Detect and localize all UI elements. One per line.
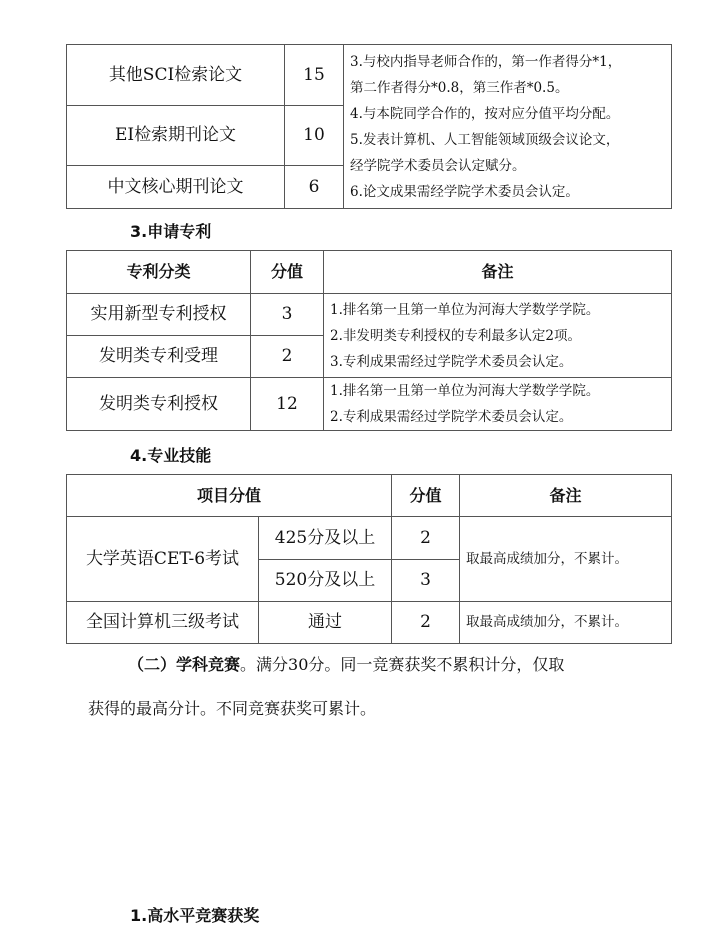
section-heading-skills: 4.专业技能 (130, 446, 212, 465)
exam-name-cell: 大学英语CET-6考试 (67, 517, 259, 602)
exam-score-cell: 3 (392, 560, 460, 602)
competition-text-line1: 。满分30分。同一竞赛获奖不累积计分，仅取 (240, 655, 565, 674)
note-line: 5.发表计算机、人工智能领域顶级会议论文， (350, 131, 620, 148)
exam-note-cell: 取最高成绩加分，不累计。 (460, 602, 672, 644)
section-heading-high-level-competition: 1.高水平竞赛获奖 (130, 906, 260, 925)
paper-type-cell: EI检索期刊论文 (67, 106, 285, 166)
exam-score-cell: 2 (392, 517, 460, 560)
column-header: 分值 (392, 475, 460, 517)
patent-table (66, 250, 672, 431)
skill-table (66, 474, 672, 644)
column-header: 分值 (251, 251, 324, 294)
paper-table (66, 44, 672, 209)
competition-paragraph (88, 643, 668, 731)
patent-score-cell: 12 (251, 378, 324, 431)
table-header-row (67, 475, 672, 517)
patent-category-cell: 实用新型专利授权 (67, 294, 251, 336)
exam-condition-cell: 通过 (259, 602, 392, 644)
paper-type-cell: 其他SCI检索论文 (67, 45, 285, 106)
column-header: 项目分值 (67, 475, 392, 517)
exam-condition-cell: 520分及以上 (259, 560, 392, 602)
section-heading-patent: 3.申请专利 (130, 222, 212, 241)
table-row (67, 378, 672, 431)
patent-notes-cell (324, 378, 672, 431)
patent-notes-cell (324, 294, 672, 378)
table-row (67, 517, 672, 560)
note-line: 2.非发明类专利授权的专利最多认定2项。 (330, 327, 581, 344)
note-line: 2.专利成果需经过学院学术委员会认定。 (330, 409, 573, 425)
table-row (67, 294, 672, 336)
paper-type-cell: 中文核心期刊论文 (67, 166, 285, 209)
competition-lead: （二）学科竞赛 (128, 655, 241, 674)
patent-category-cell: 发明类专利授权 (67, 378, 251, 431)
table-header-row (67, 251, 672, 294)
note-line: 6.论文成果需经学院学术委员会认定。 (350, 183, 579, 200)
paper-score-cell: 6 (285, 166, 344, 209)
column-header: 专利分类 (67, 251, 251, 294)
note-line: 经学院学术委员会认定赋分。 (350, 157, 526, 174)
competition-text-line2: 获得的最高分计。不同竞赛获奖可累计。 (88, 699, 377, 718)
paper-score-cell: 15 (285, 45, 344, 106)
exam-condition-cell: 425分及以上 (259, 517, 392, 560)
table-row (67, 602, 672, 644)
paper-notes-cell (344, 45, 672, 209)
paper-score-cell: 10 (285, 106, 344, 166)
patent-score-cell: 2 (251, 336, 324, 378)
exam-score-cell: 2 (392, 602, 460, 644)
note-line: 3.与校内指导老师合作的，第一作者得分*1， (350, 53, 622, 70)
patent-score-cell: 3 (251, 294, 324, 336)
note-line: 3.专利成果需经过学院学术委员会认定。 (330, 353, 573, 370)
note-line: 1.排名第一且第一单位为河海大学数学学院。 (330, 301, 600, 318)
note-line: 1.排名第一且第一单位为河海大学数学学院。 (330, 383, 600, 399)
note-line: 4.与本院同学合作的，按对应分值平均分配。 (350, 105, 620, 122)
note-line: 第二作者得分*0.8，第三作者*0.5。 (350, 79, 569, 96)
patent-category-cell: 发明类专利受理 (67, 336, 251, 378)
exam-name-cell: 全国计算机三级考试 (67, 602, 259, 644)
table-row (67, 45, 672, 106)
exam-note-cell: 取最高成绩加分，不累计。 (460, 517, 672, 602)
column-header: 备注 (324, 251, 672, 294)
column-header: 备注 (460, 475, 672, 517)
